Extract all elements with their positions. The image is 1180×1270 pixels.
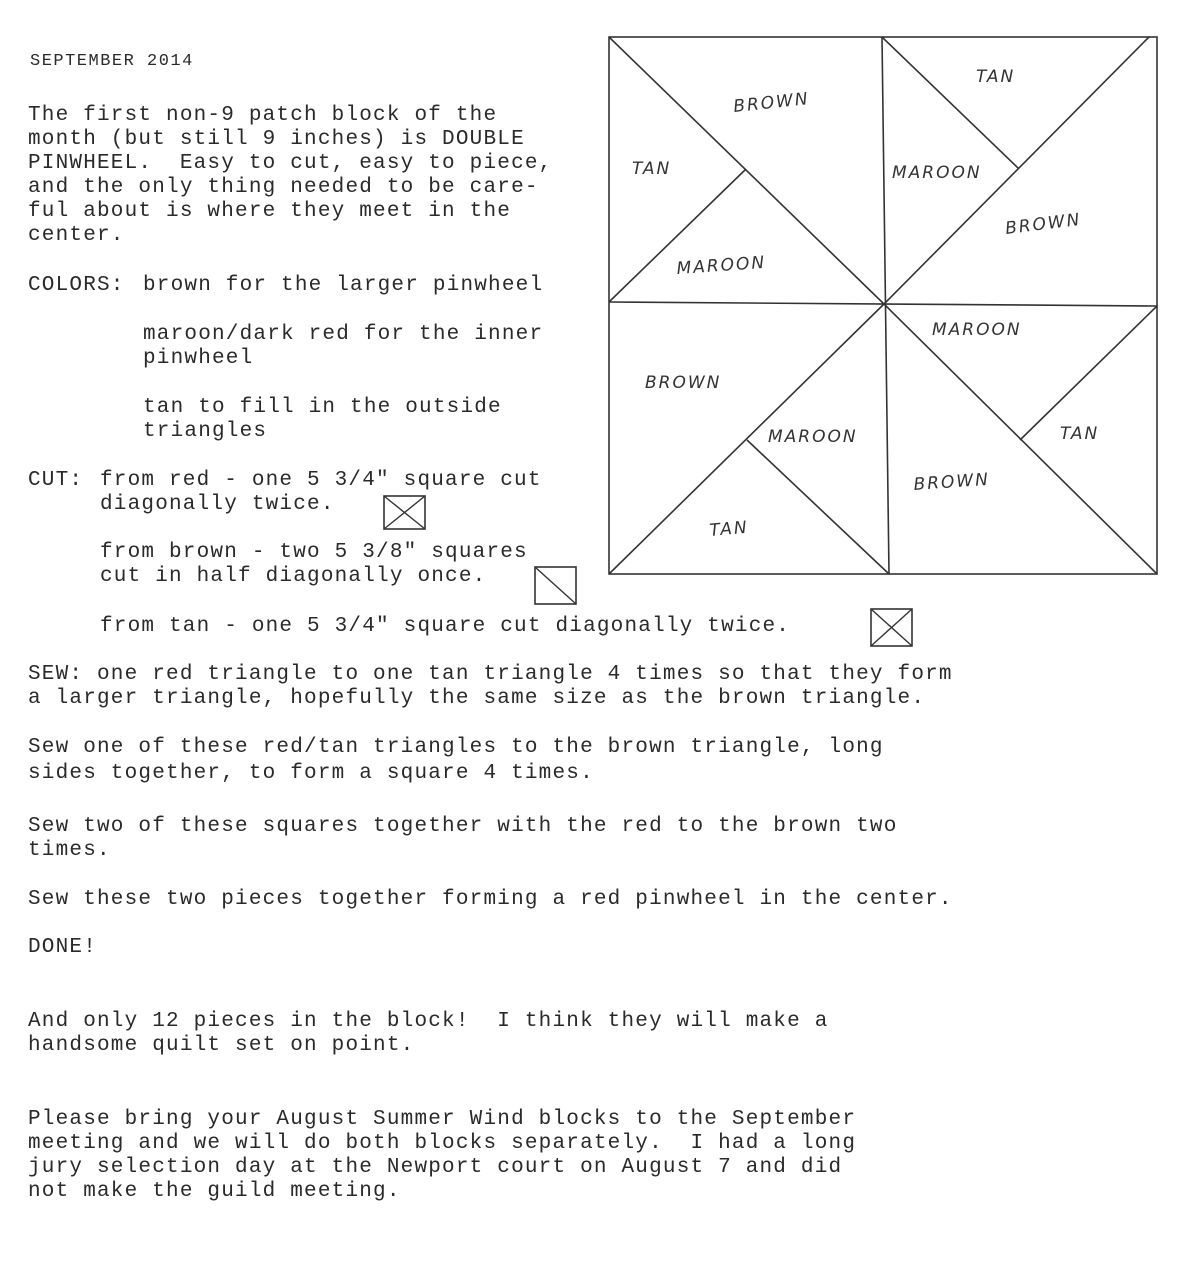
closing-line: And only 12 pieces in the block! I think they will make a — [28, 1010, 829, 1033]
label-br-maroon: MAROON — [932, 320, 1022, 340]
date-heading: SEPTEMBER 2014 — [30, 52, 194, 71]
intro-line: month (but still 9 inches) is DOUBLE — [28, 128, 525, 151]
label-tr-tan: TAN — [976, 67, 1016, 87]
square-cut-twice-icon — [869, 607, 915, 649]
cut-brown: from brown - two 5 3/8" squares — [100, 541, 528, 564]
intro-line: center. — [28, 224, 125, 247]
color-tan: tan to fill in the outside — [143, 396, 502, 419]
label-tl-maroon: MAROON — [675, 252, 767, 279]
square-cut-twice-icon — [382, 494, 428, 532]
note-line: Please bring your August Summer Wind blocks to the September — [28, 1108, 857, 1131]
br-inner-line — [1020, 306, 1157, 440]
label-bl-tan: TAN — [708, 517, 750, 541]
label-br-brown: BROWN — [912, 469, 991, 495]
cut-tan: from tan - one 5 3/4" square cut diagonally twice. — [100, 615, 791, 638]
intro-line: The first non-9 patch block of the — [28, 104, 498, 127]
sew-step-2: sides together, to form a square 4 times. — [28, 762, 594, 785]
label-tr-brown: BROWN — [1004, 209, 1083, 239]
cut-red: from red - one 5 3/4" square cut — [100, 469, 542, 492]
colors-label: COLORS: — [28, 274, 125, 297]
sew-step-1: a larger triangle, hopefully the same size as the brown triangle. — [28, 687, 926, 710]
label-bl-brown: BROWN — [645, 373, 722, 393]
tl-inner-line — [609, 169, 746, 302]
tr-inner-line — [882, 37, 1018, 168]
note-line: jury selection day at the Newport court on August 7 and did — [28, 1156, 843, 1179]
color-maroon: maroon/dark red for the inner — [143, 323, 544, 346]
cut-red: diagonally twice. — [100, 493, 335, 516]
note-line: not make the guild meeting. — [28, 1180, 401, 1203]
color-maroon: pinwheel — [143, 347, 254, 370]
sew-step-3: times. — [28, 839, 111, 862]
cut-label: CUT: — [28, 469, 84, 492]
sew-step-2: Sew one of these red/tan triangles to the brown triangle, long — [28, 736, 884, 759]
label-bl-maroon: MAROON — [768, 427, 858, 447]
double-pinwheel-diagram — [600, 28, 1166, 583]
intro-line: and the only thing needed to be care- — [28, 176, 539, 199]
sew-step-4: Sew these two pieces together forming a red pinwheel in the center. — [28, 888, 953, 911]
sew-step-1: SEW: one red triangle to one tan triangle 4 times so that they form — [28, 663, 953, 686]
intro-line: PINWHEEL. Easy to cut, easy to piece, — [28, 152, 553, 175]
label-tl-brown: BROWN — [732, 89, 811, 117]
square-cut-once-icon — [533, 565, 579, 607]
done-text: DONE! — [28, 936, 98, 959]
label-br-tan: TAN — [1060, 424, 1100, 444]
label-tr-maroon: MAROON — [892, 163, 982, 183]
note-line: meeting and we will do both blocks separately. I had a long — [28, 1132, 857, 1155]
sew-step-3: Sew two of these squares together with the red to the brown two — [28, 815, 898, 838]
intro-line: ful about is where they meet in the — [28, 200, 512, 223]
bl-inner-line — [747, 440, 889, 574]
closing-line: handsome quilt set on point. — [28, 1034, 415, 1057]
label-tl-tan: TAN — [632, 159, 672, 179]
cut-brown: cut in half diagonally once. — [100, 565, 487, 588]
color-tan: triangles — [143, 420, 268, 443]
color-brown: brown for the larger pinwheel — [143, 274, 544, 297]
